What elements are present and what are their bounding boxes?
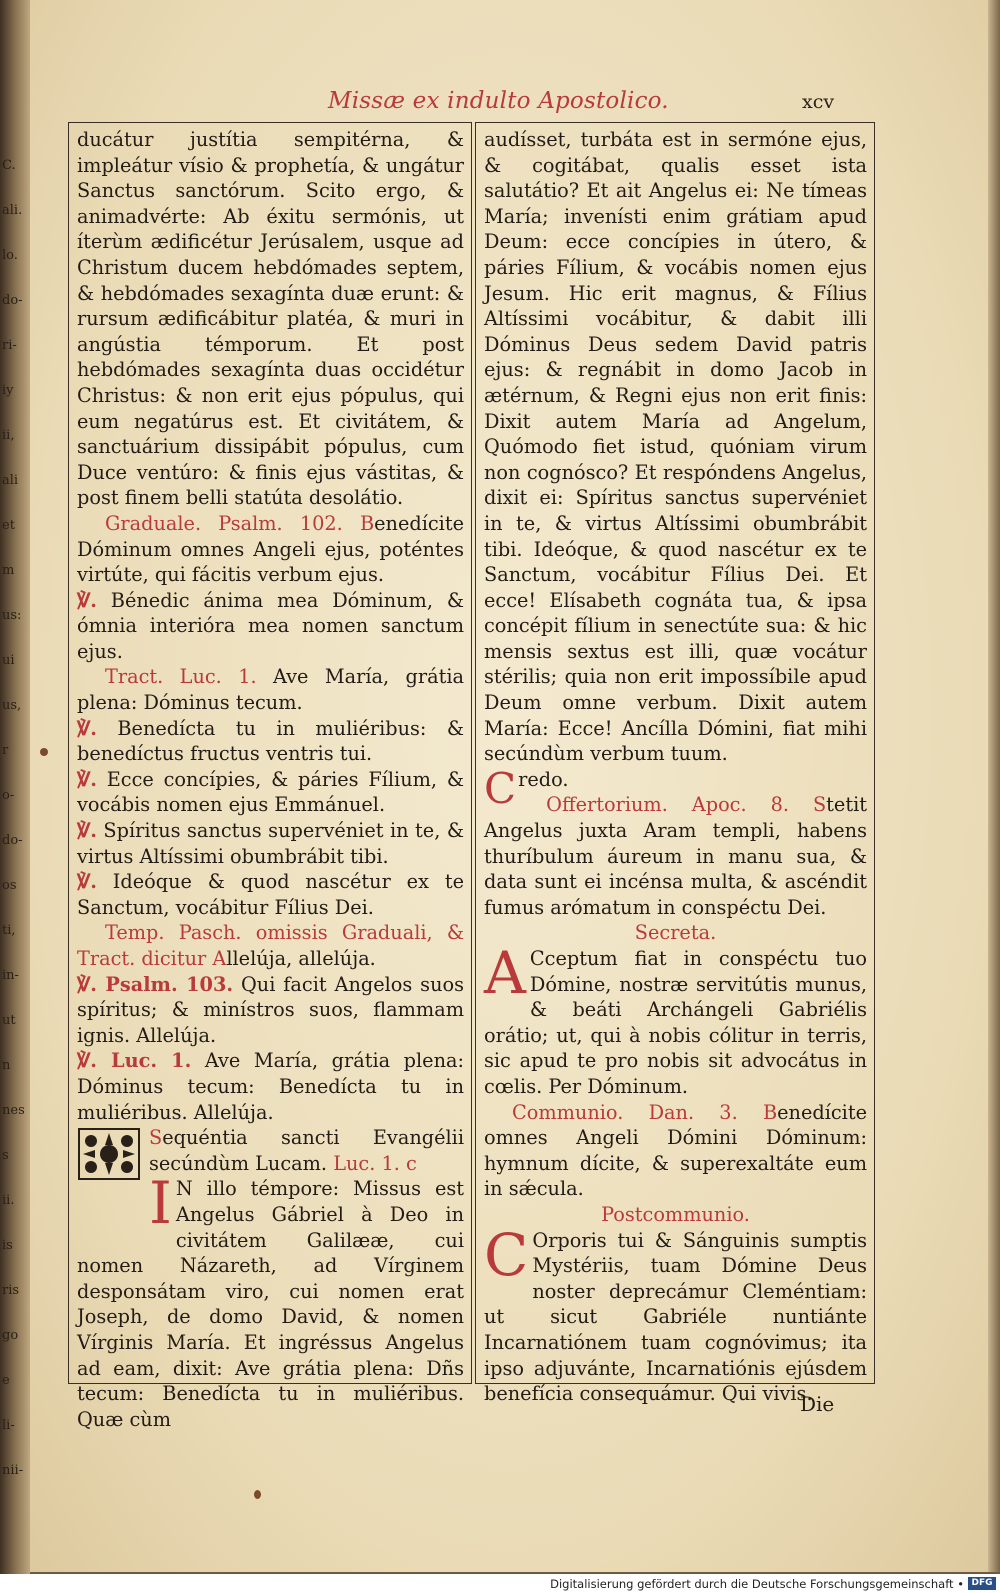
margin-fragment: s	[2, 1148, 9, 1163]
margin-fragment: ui	[2, 653, 15, 668]
page-right-edge	[988, 0, 1000, 1572]
margin-fragment: nes	[2, 1103, 25, 1118]
margin-fragment: ii,	[2, 428, 15, 443]
margin-fragment: e	[2, 1373, 10, 1388]
margin-fragment: us,	[2, 698, 22, 713]
rubric-label: Temp. Pasch. omissis Graduali, & Tract. dicitur	[77, 921, 464, 970]
margin-fragment: do-	[2, 293, 23, 308]
rubric-initial: S	[812, 793, 827, 817]
paragraph-rubric	[77, 664, 464, 715]
versicle-mark: ℣.	[77, 588, 97, 612]
margin-fragment: C.	[2, 158, 16, 173]
body-text: N illo témpore: Missus est Angelus Gábriel à Deo in civitátem Galilææ, cui nomen Názareth, ad Vírginem desponsátam viro, cui nomen erat Joseph, de domo David, & nomen Vírginis María. Et ingréssus Angelus ad eam, dixit: Ave grátia plena: Dñs tecum: Benedícta tu in muliéribus. Quæ cùm	[77, 1177, 464, 1431]
versicle-text: Ideóque & quod nascétur ex te Sanctum, vocábitur Fílius Dei.	[77, 870, 464, 919]
book-gutter-edge	[0, 0, 30, 1575]
paragraph-verse	[77, 588, 464, 665]
margin-fragment: ali	[2, 473, 19, 488]
rubric-text: enedícite Dóminum omnes Angeli ejus, poténtes virtúte, qui fácitis verbum ejus.	[77, 511, 464, 587]
paragraph-rubric	[77, 920, 464, 971]
margin-fragment: ali.	[2, 203, 23, 218]
margin-fragment: is	[2, 1238, 13, 1253]
drop-capital: I	[149, 1169, 172, 1238]
paragraph-rubric	[484, 1100, 867, 1202]
ink-spot	[40, 748, 48, 756]
margin-fragment: n	[2, 1058, 11, 1073]
versicle-mark: ℣.	[77, 716, 97, 740]
rubric-initial: B	[762, 1100, 778, 1124]
ornament-icon	[77, 1127, 141, 1181]
versicle-mark: ℣.	[77, 870, 97, 894]
margin-fragment: m	[2, 563, 15, 578]
margin-fragment: in-	[2, 968, 19, 983]
credo-initial: C	[484, 763, 517, 813]
rubric-text: Ave María, grátia plena: Dóminus tecum.	[77, 665, 464, 715]
versicle-text: Ecce concípies, & páries Fílium, & vocábis nomen ejus Emmánuel.	[77, 767, 464, 817]
rubric-label: Communio. Dan. 3.	[512, 1100, 738, 1124]
paragraph-dropcap	[484, 939, 867, 1100]
margin-fragment: ti,	[2, 923, 16, 938]
margin-fragment: go	[2, 1328, 19, 1343]
body-text: ducátur justítia sempitérna, & impleátur vísio & prophetía, & ungátur Sanctus sanctórum. Scito ergo, & animadvérte: Ab éxitu sermónis, ut íterùm ædificétur Jerúsalem, usque ad Christum ducem hebdómades septem, & hebdómades sexagínta duæ erunt: & rursum ædificábitur platéa, & muri in angústia témporum. Et post hebdómades sexagínta duas occidétur Christus: & non erit ejus pópulus, qui eum negatúrus est. Et civitátem, & sanctuárium dissipábit pópulus, cum Duce ventúro: & finis ejus vástitas, & post finem belli statúta desolátio.	[77, 128, 464, 510]
paragraph-heading	[484, 920, 867, 946]
versicle-text: Ave María, grátia plena: Dóminus tecum: Benedícta tu in muliéribus. Allelúja.	[77, 1049, 464, 1124]
margin-fragment: ii.	[2, 1193, 15, 1208]
dfg-logo: DFG	[968, 1577, 996, 1590]
versicle-text: Benedícta tu in muliéribus: & benedíctus fructus ventris tui.	[77, 716, 464, 766]
margin-fragment: ris	[2, 1283, 20, 1298]
left-text-column	[68, 122, 472, 1431]
rubric-initial: A	[212, 947, 227, 970]
gospel-initial: S	[149, 1126, 163, 1150]
paragraph-rubric	[77, 511, 464, 588]
paragraph-text	[484, 127, 867, 767]
rubric-label: Offertorium. Apoc. 8.	[546, 793, 789, 817]
credo-text: redo.	[518, 767, 569, 791]
margin-fragment: et	[2, 518, 15, 533]
margin-fragment: lo.	[2, 248, 18, 263]
margin-fragment: r	[2, 743, 9, 758]
paragraph-text	[77, 127, 464, 511]
section-heading: Postcommunio.	[601, 1202, 750, 1226]
margin-fragment: us:	[2, 608, 22, 623]
versicle-mark: ℣.	[77, 767, 97, 791]
paragraph-gospel_head	[77, 1125, 464, 1176]
margin-fragment: o-	[2, 788, 15, 803]
rubric-text: enedícite omnes Angeli Dómini Dóminum: hymnum dícite, & superexaltáte eum in sǽcula.	[484, 1100, 867, 1201]
footer-credit: Digitalisierung gefördert durch die Deutsche Forschungsgemeinschaft •	[550, 1577, 964, 1591]
catchword: Die	[800, 1392, 835, 1416]
rubric-label: Graduale. Psalm. 102.	[105, 511, 343, 535]
gospel-reference: Luc. 1. c	[333, 1151, 417, 1175]
margin-fragment: ut	[2, 1013, 16, 1028]
paragraph-rubric	[484, 792, 867, 920]
paragraph-verse	[77, 716, 464, 767]
paragraph-verse	[77, 767, 464, 818]
paragraph-verse	[77, 1048, 464, 1125]
paragraph-verse	[77, 818, 464, 869]
body-text: audísset, turbáta est in sermóne ejus, & cogitábat, qualis esset ista salutátio? Et ait Angelus ei: Ne tímeas María; invenísti enim grátiam apud Deum: ecce concípies in útero, & páries Fílium, & vocábis nomen ejus Jesum. Hic erit magnus, & Fílius Altíssimi vocábitur, & dabit illi Dóminus Deus sedem David patris ejus: & regnábit in domo Jacob in ætérnum, & Regni ejus non erit finis: Dixit autem María ad Angelum, Quómodo fiet istud, quóniam virum non cognósco? Et respóndens Angelus, dixit ei: Spíritus sanctus supervéniet in te, & virtus Altíssimi obumbrábit tibi. Ideóque, & quod nascétur ex te Sanctum, vocábitur Fílius Dei. Et ecce! Elísabeth cognáta tua, & ipsa concépit fílium in senectúte sua: & hic mensis sextus est illi, quæ vocátur stérilis; quia non erit impossíbile apud Deum omne verbum. Dixit autem María: Ecce! Ancílla Dómini, fiat mihi secúndùm verbum tuum.	[484, 128, 867, 766]
rubric-text: tetit Angelus juxta Aram templi, habens thuríbulum áureum in manu sua, & data sunt ei incénsa multa, & ascéndit fumus arómatum in conspéctu Dei.	[484, 793, 867, 919]
paragraph-dropcap	[77, 1169, 464, 1432]
versicle-mark: ℣. Luc. 1.	[77, 1049, 192, 1073]
margin-fragment: ri-	[2, 338, 17, 353]
versicle-text: Qui facit Angelos suos spíritus; & minístros suos, flammam ignis. Allelúja.	[77, 972, 464, 1047]
drop-capital: A	[484, 939, 526, 1007]
margin-fragment: li-	[2, 1418, 15, 1433]
drop-capital: C	[484, 1220, 529, 1289]
versicle-mark: ℣.	[77, 819, 97, 843]
margin-fragment: nii-	[2, 1463, 24, 1478]
paragraph-verse	[77, 972, 464, 1049]
rubric-label: Tract. Luc. 1.	[105, 665, 257, 689]
versicle-text: Spíritus sanctus supervéniet in te, & virtus Altíssimi obumbrábit tibi.	[77, 819, 464, 868]
rubric-initial: B	[359, 511, 375, 535]
body-text: Orporis tui & Sánguinis sumptis Mystériis, tuam Dómine Deus noster deprecámur Cleméntiam: ut sicut Gabriéle nuntiánte Incarnatiónem tuam cognóvimus; ita ipso adjuvánte, Incarnatiónis ejúsdem benefícia consequámur. Qui vivis.	[484, 1228, 867, 1406]
section-heading: Secreta.	[634, 921, 717, 945]
folio-number: xcv	[802, 91, 835, 113]
paragraph-verse	[77, 869, 464, 920]
gospel-heading: equéntia sancti Evangélii secúndùm Lucam.	[149, 1126, 464, 1175]
running-head: Missæ ex indulto Apostolico.	[328, 88, 669, 114]
body-text: Cceptum fiat in conspéctu tuo Dómine, nostræ servitútis munus, & beáti Archángeli Gabriélis orátio; ut, qui à nobis cólitur in terris, sic apud te pro nobis sit advocátus in cœlis. Per Dóminum.	[484, 947, 867, 1098]
versicle-text: Bénedic ánima mea Dóminum, & ómnia interióra mea nomen sanctum ejus.	[77, 588, 464, 663]
paragraph-heading	[484, 1202, 867, 1228]
margin-fragment: iy	[2, 383, 14, 398]
ink-spot	[254, 1490, 261, 1499]
versicle-mark: ℣. Psalm. 103.	[77, 972, 234, 996]
margin-fragment: do-	[2, 833, 23, 848]
rubric-text: llelúja, allelúja.	[226, 947, 376, 970]
paragraph-dropcap	[484, 1220, 867, 1407]
margin-fragment: os	[2, 878, 17, 893]
